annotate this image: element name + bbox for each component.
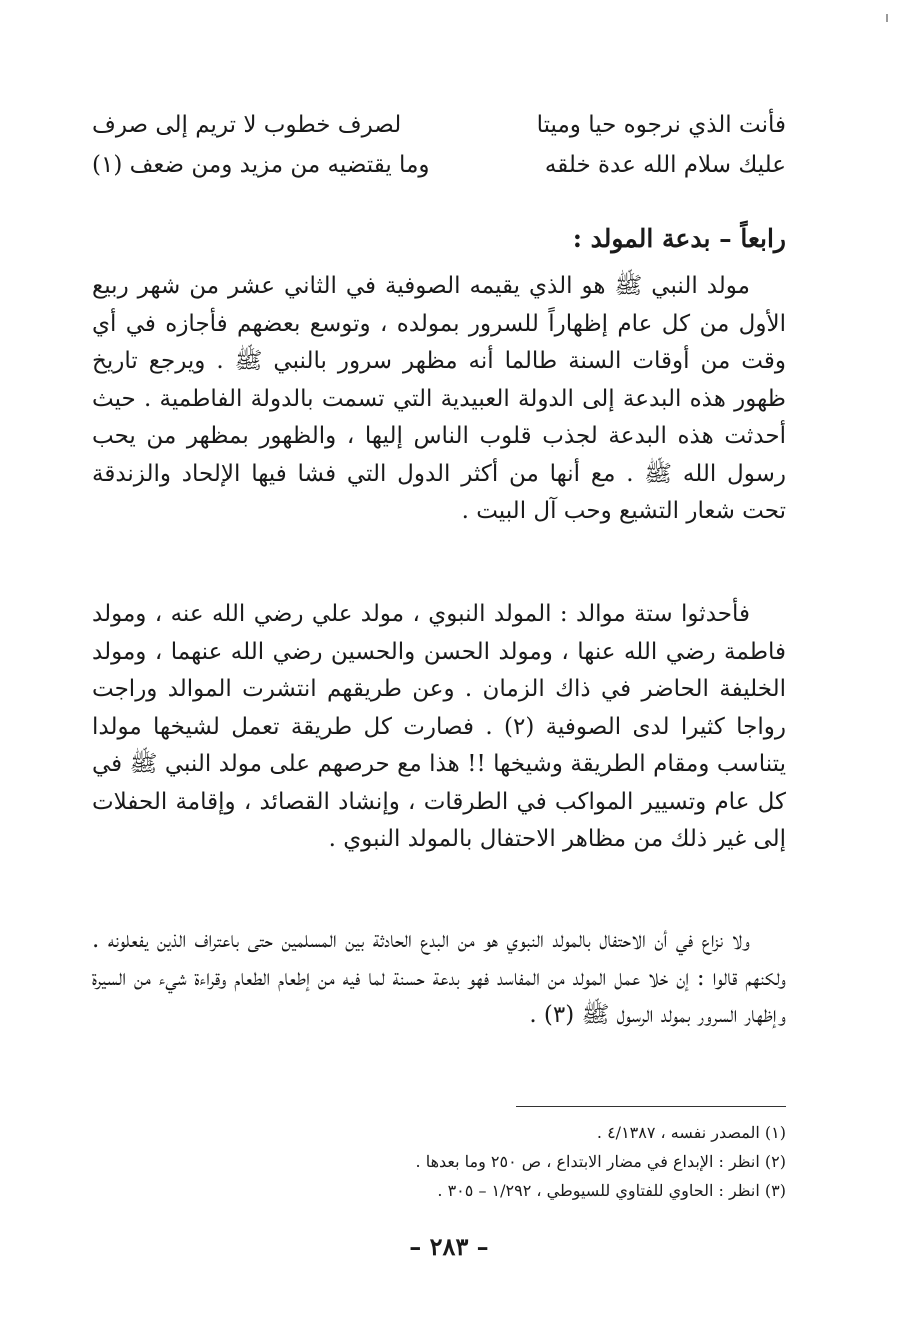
footnote-separator bbox=[516, 1106, 786, 1107]
footnote-1: (١) المصدر نفسه ، ٤/١٣٨٧ . bbox=[596, 1123, 786, 1142]
page-edge-mark bbox=[886, 14, 888, 22]
verse-2-first-hemistich: عليك سلام الله عدة خلقه bbox=[544, 152, 786, 178]
verse-1-first-hemistich: فأنت الذي نرجوه حيا وميتا bbox=[536, 112, 786, 138]
footnote-2: (٢) انظر : الإبداع في مضار الابتداع ، ص ٢٥٠ وما بعدها . bbox=[415, 1152, 786, 1171]
verse-2-second-hemistich: وما يقتضيه من مزيد ومن ضعف (١) bbox=[92, 152, 430, 178]
verse-1-second-hemistich: لصرف خطوب لا تريم إلى صرف bbox=[92, 112, 402, 138]
footnotes bbox=[300, 1118, 786, 1205]
paragraph-3: ولا نزاع في أن الاحتفال بالمولد النبوي هو من البدع الحادثة بين المسلمين حتى باعتراف الذين يفعلونه . ولكنهم قالوا : إن خلا عمل المولد من المفاسد فهو بدعة حسنة لما فيه من إطعام الطعام وقراءة شيء من السيرة وإظهار السرور بمولد الرسول ﷺ (٣) . bbox=[92, 927, 786, 1028]
paragraph-2: فأحدثوا ستة موالد : المولد النبوي ، مولد علي رضي الله عنه ، ومولد فاطمة رضي الله عنها ، ومولد الحسن والحسين رضي الله عنهما ، ومولد الخليفة الحاضر في ذاك الزمان . وعن طريقهم انتشرت الموالد وراجت رواجا كثيرا لدى الصوفية (٢) . فصارت كل طريقة تعمل لشيخها مولدا يتناسب ومقام الطريقة وشيخها !! هذا مع حرصهم على مولد النبي ﷺ في كل عام وتسيير المواكب في الطرقات ، وإنشاد القصائد ، وإقامة الحفلات إلى غير ذلك من مظاهر الاحتفال بالمولد النبوي . bbox=[92, 601, 786, 852]
section-heading: رابعاً – بدعة المولد : bbox=[572, 224, 786, 253]
paragraph-1: مولد النبي ﷺ هو الذي يقيمه الصوفية في الثاني عشر من شهر ربيع الأول من كل عام إظهاراً للسرور بمولده ، وتوسع بعضهم فأجازه في أي وقت من أوقات السنة طالما أنه مظهر سرور بالنبي ﷺ . ويرجع تاريخ ظهور هذه البدعة إلى الدولة العبيدية التي تسمت بالدولة الفاطمية . حيث أحدثت هذه البدعة لجذب قلوب الناس إليها ، والظهور بمظهر من يحب رسول الله ﷺ . مع أنها من أكثر الدول التي فشا فيها الإلحاد والزندقة تحت شعار التشيع وحب آل البيت . bbox=[92, 273, 786, 524]
page-number: – ٢٨٣ – bbox=[409, 1232, 489, 1261]
footnote-3: (٣) انظر : الحاوي للفتاوي للسيوطي ، ١/٢٩٢ – ٣٠٥ . bbox=[437, 1181, 786, 1200]
poem-verse-1 bbox=[92, 112, 786, 150]
poem-verse-2 bbox=[92, 152, 786, 190]
